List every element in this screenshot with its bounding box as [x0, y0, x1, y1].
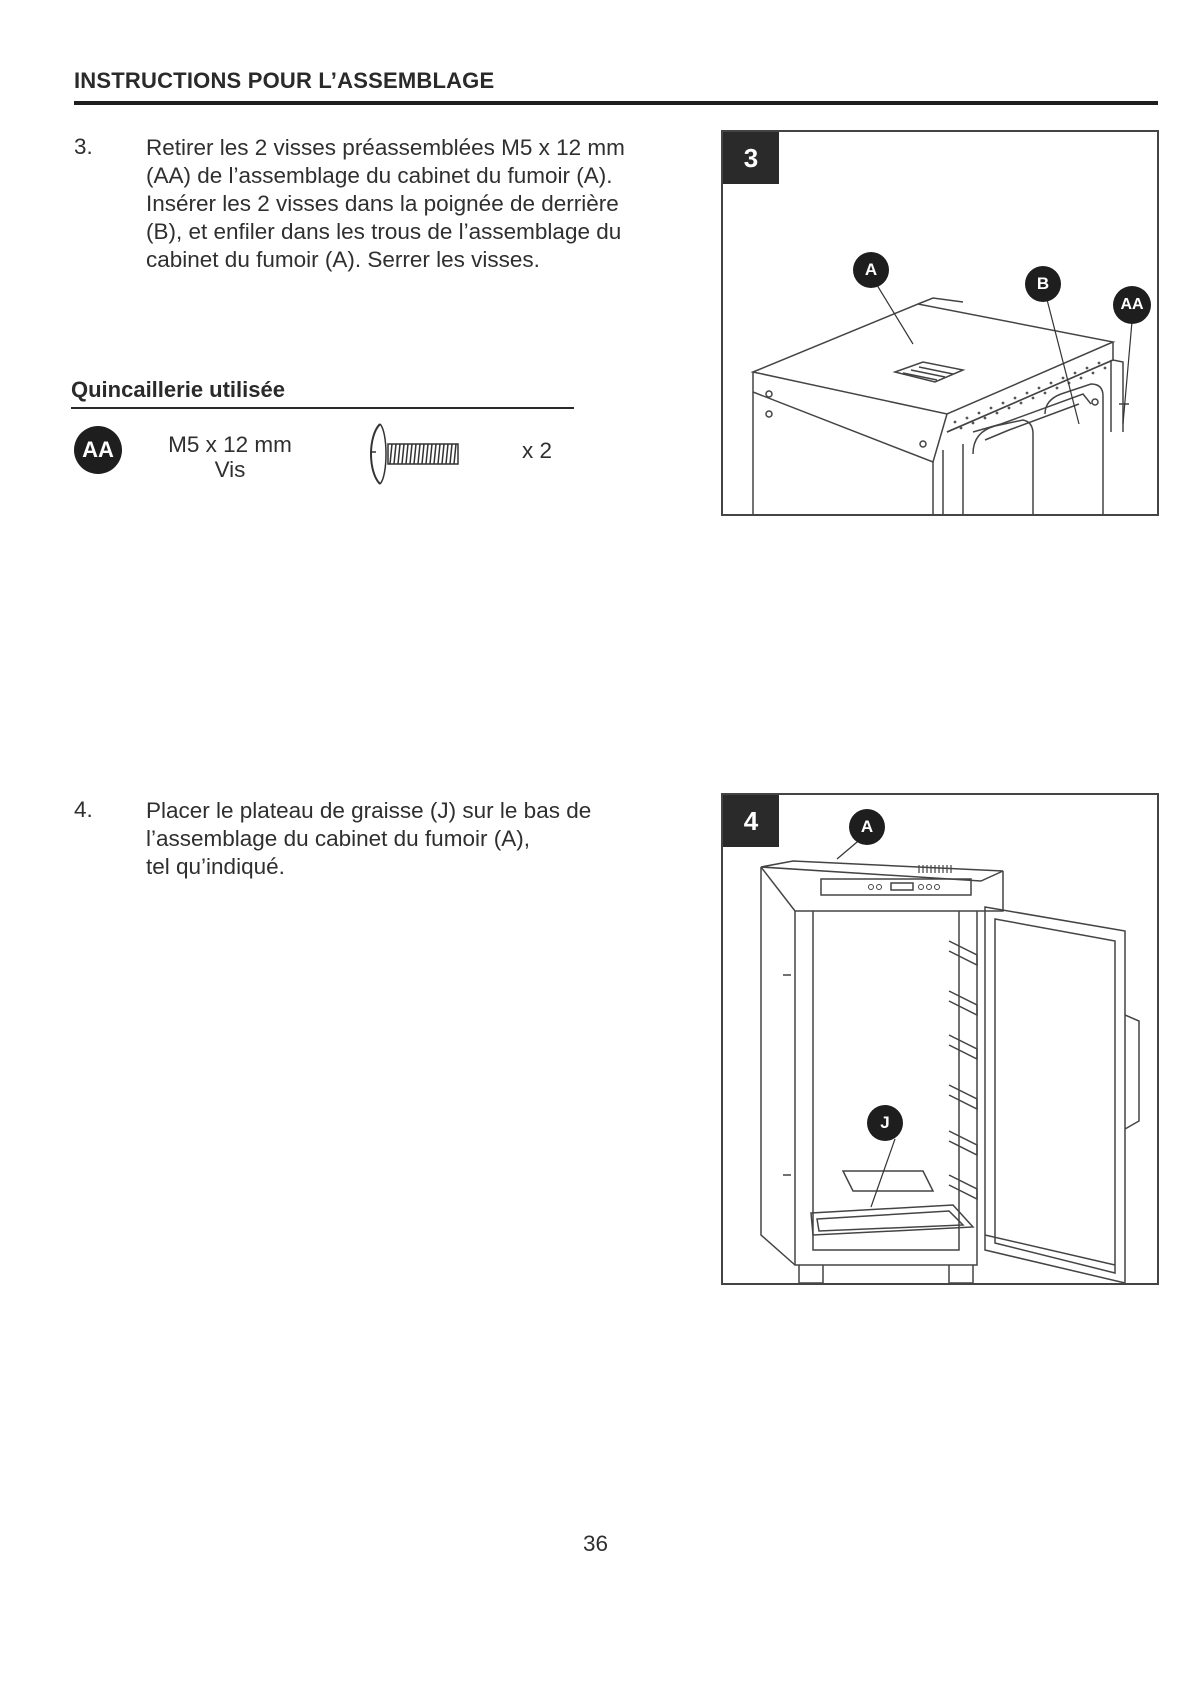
hardware-badge-aa: AA [74, 426, 122, 474]
figure-3-callout-aa: AA [1113, 286, 1151, 324]
figure-4-callout-j: J [867, 1105, 903, 1141]
smoker-open-drawing [723, 795, 1157, 1283]
figure-3 [721, 130, 1159, 516]
figure-4-number: 4 [723, 795, 779, 847]
page-number: 36 [582, 1531, 609, 1556]
hardware-divider [71, 407, 574, 409]
step-4-number: 4. [74, 797, 93, 822]
figure-3-callout-a: A [853, 252, 889, 288]
page-header-title: INSTRUCTIONS POUR L’ASSEMBLAGE [74, 68, 495, 93]
step-3-text: Retirer les 2 visses préassemblées M5 x 12 mm (AA) de l’assemblage du cabinet du fumoir (A). Insérer les 2 visses dans la poignée de derrière (B), et enfiler dans les trous de l’assemblage du cabinet du fumoir (A). Serrer les visses. [146, 135, 625, 272]
hardware-size: M5 x 12 mm [168, 432, 292, 457]
hardware-description [150, 432, 310, 482]
figure-3-number: 3 [723, 132, 779, 184]
hardware-title: Quincaillerie utilisée [71, 377, 285, 402]
step-3-number: 3. [74, 134, 93, 159]
hardware-name: Vis [214, 457, 246, 482]
smoker-top-drawing [723, 132, 1157, 514]
figure-4 [721, 793, 1159, 1285]
header-divider [74, 101, 1158, 105]
figure-3-callout-b: B [1025, 266, 1061, 302]
screw-icon [366, 420, 466, 488]
figure-4-callout-a: A [849, 809, 885, 845]
step-4-text: Placer le plateau de graisse (J) sur le bas de l’assemblage du cabinet du fumoir (A), tel qu’indiqué. [146, 798, 592, 879]
hardware-quantity: x 2 [522, 438, 553, 463]
